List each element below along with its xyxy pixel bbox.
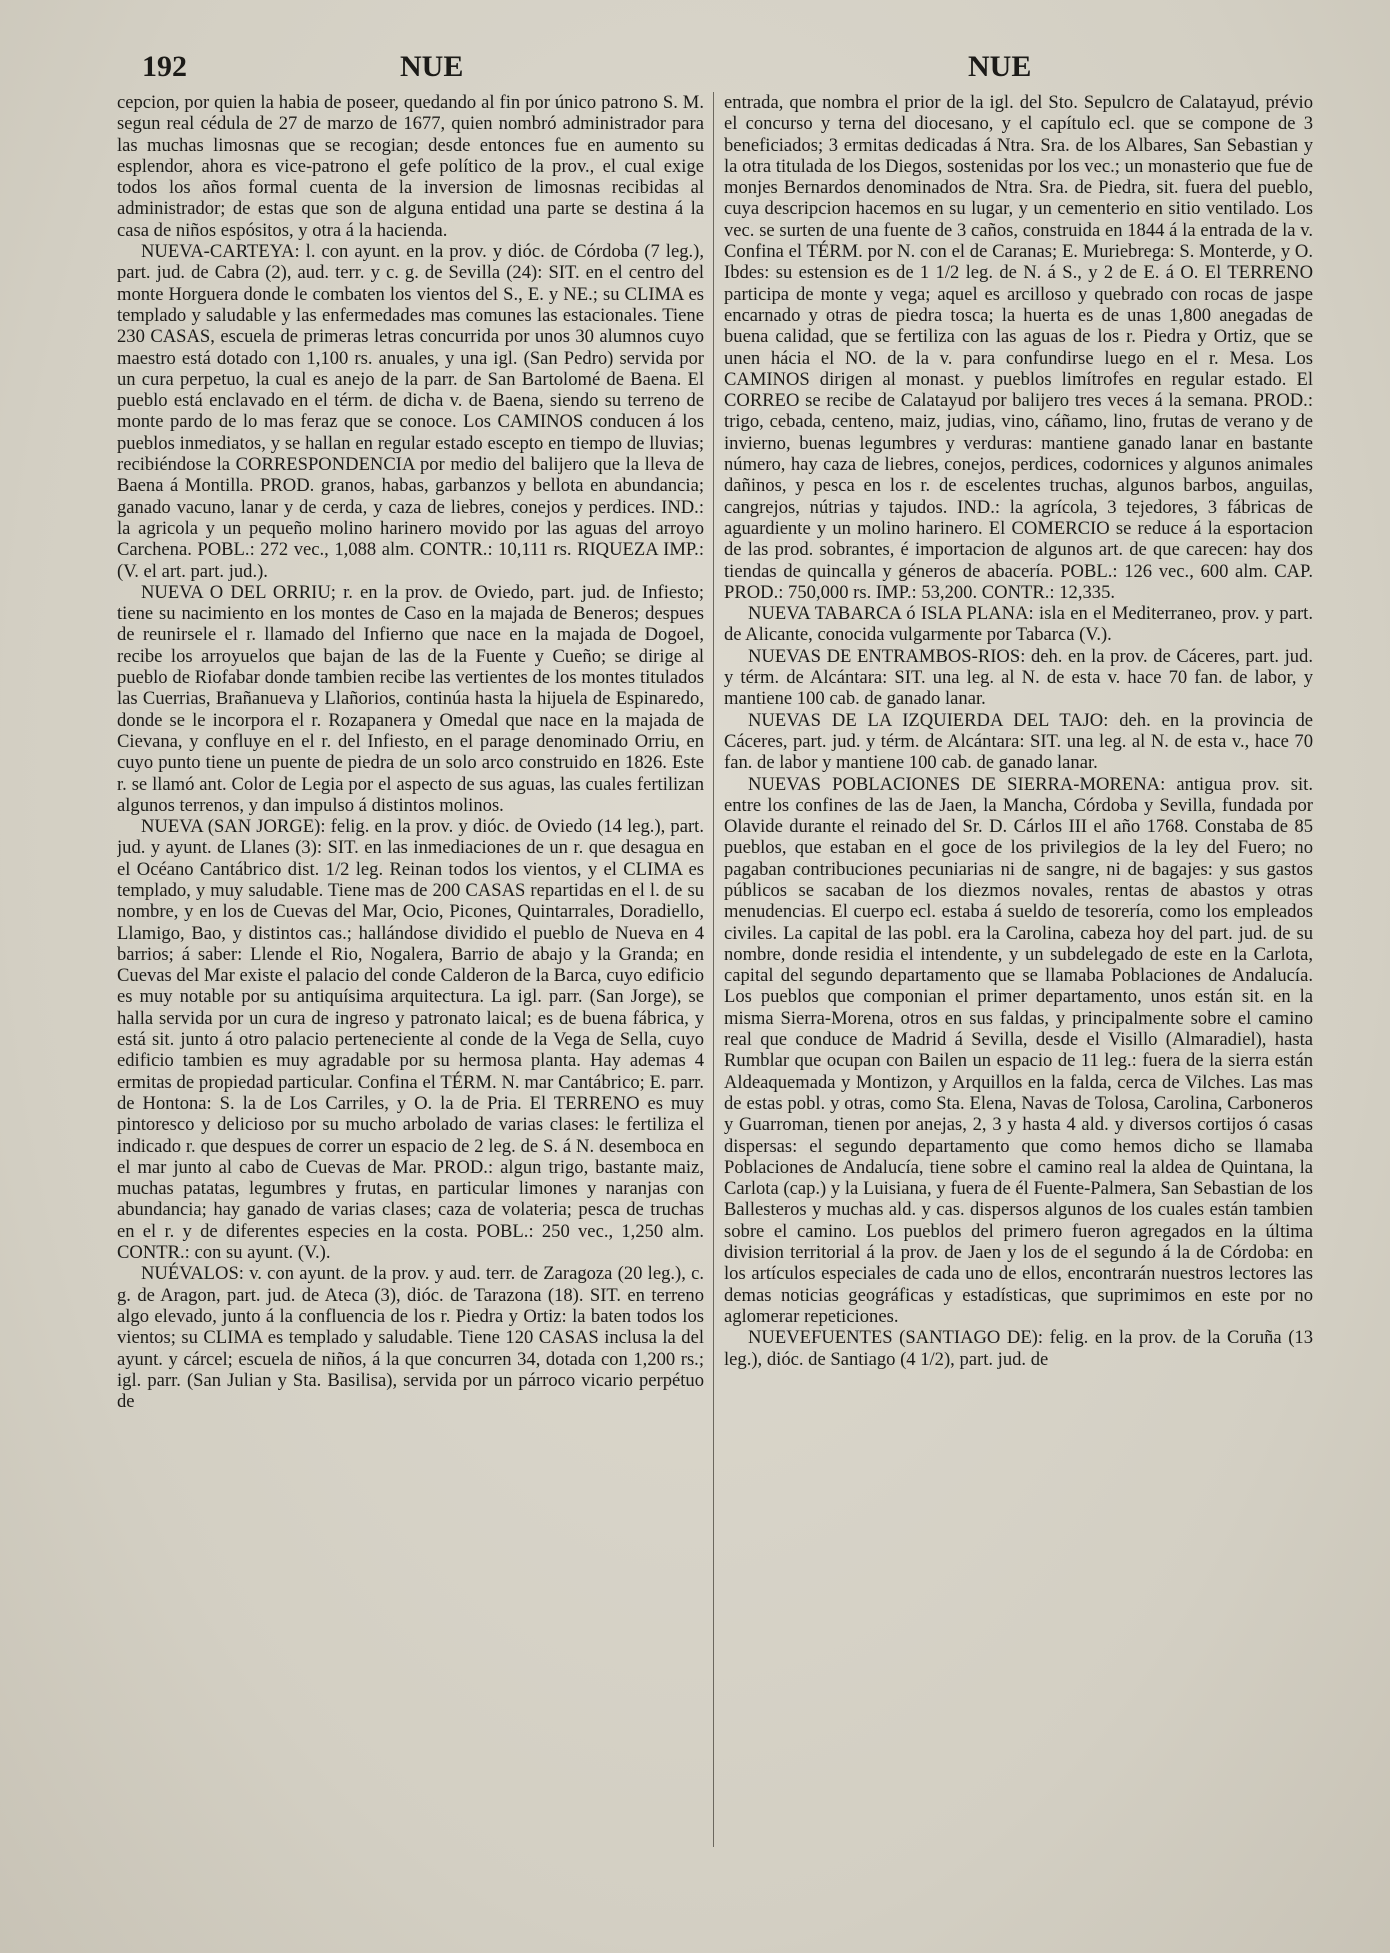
- column-divider: [713, 92, 714, 1847]
- running-header: [0, 50, 1390, 90]
- entry-paragraph: NUEVAS POBLACIONES DE SIERRA-MORENA: antigua prov. sit. entre los confines de las de Jaen, la Mancha, Córdoba y Sevilla, fundada por Olavide durante el reinado del Sr. D. Cárlos III el año 1768. Constaba de 85 pueblos, que estaban en el goce de los privilegios de la ley del Fuero; no pagaban contribuciones pecuniarias ni de sangre, ni de bagajes: y sus gastos públicos se sacaban de los diezmos novales, rentas de abastos y otras menudencias. El cuerpo ecl. estaba á sueldo de tesorería, como los empleados civiles. La capital de las pobl. era la Carolina, cabeza hoy del part. jud. de su nombre, donde residia el intendente, y un subdelegado de este en la Carlota, capital del segundo departamento que se llamaba Poblaciones de Andalucía. Los pueblos que componian el primer departamento, unos están sit. en la misma Sierra-Morena, otros en sus faldas, y principalmente sobre el camino real que conduce de Madrid á Sevilla, desde el Visillo (Almaradiel), hasta Rumblar que ocupan con Bailen un espacio de 11 leg.: fuera de la sierra están Aldeaquemada y Montizon, y Arquillos en la falda, cerca de Vilches. Las mas de estas pobl. y otras, como Sta. Elena, Navas de Tolosa, Carolina, Carboneros y Guarroman, tienen por anejas, 2, 3 y hasta 4 ald. y diversos cortijos ó casas dispersas: el segundo departamento que como hemos dicho se llamaba Poblaciones de Andalucía, tiene sobre el camino real la aldea de Quintana, la Carlota (cap.) y la Luisiana, y fuera de él Fuente-Palmera, San Sebastian de los Ballesteros y muchas ald. y cas. dispersos algunos de los cuales están tambien sobre el camino. Los pueblos del primero fueron agregados en la última division territorial á la prov. de Jaen y los de el segundo á la de Córdoba: en los artículos especiales de cada uno de ellos, encontrarán nuestros lectores las demas noticias geográficas y estadísticas, que suprimimos en este por no aglomerar repeticiones.: [724, 773, 1313, 1327]
- entry-paragraph: NUEVEFUENTES (SANTIAGO DE): felig. en la prov. de la Coruña (13 leg.), dióc. de Santiago (4 1/2), part. jud. de: [724, 1327, 1313, 1370]
- entry-paragraph: NUEVA O DEL ORRIU; r. en la prov. de Oviedo, part. jud. de Infiesto; tiene su nacimiento en los montes de Caso en la majada de Beneros; despues de reunirsele el r. llamado del Infierno que nace en la majada de Dogoel, recibe los arroyuelos que bajan de las de la Fuente y Cueño; se dirige al pueblo de Riofabar donde tambien recibe las vertientes de los montes titulados las Cuerrias, Brañanueva y Llañorios, continúa hasta la hijuela de Espinaredo, donde se le incorpora el r. Rozapanera y Omedal que nace en la majada de Cievana, y confluye en el r. del Infiesto, en el parage denominado Orriu, en cuyo punto tiene un puente de piedra de un solo arco construido en 1826. Este r. se llamó ant. Color de Legia por el aspecto de sus aguas, las cuales fertilizan algunos terrenos, y dan impulso á distintos molinos.: [117, 581, 704, 816]
- right-column: [724, 92, 1313, 1940]
- right-running-head: NUE: [968, 50, 1032, 83]
- entry-paragraph: NUEVAS DE LA IZQUIERDA DEL TAJO: deh. en la provincia de Cáceres, part. jud. y térm. de Alcántara: SIT. una leg. al N. de esta v., hace 70 fan. de labor y mantiene 100 cab. de ganado lanar.: [724, 709, 1313, 774]
- entry-paragraph: NUEVA (SAN JORGE): felig. en la prov. y dióc. de Oviedo (14 leg.), part. jud. y ayunt. de Llanes (3): SIT. en las inmediaciones de un r. que desagua en el Océano Cantábrico dist. 1/2 leg. Reinan todos los vientos, y el CLIMA es templado, y muy saludable. Tiene mas de 200 CASAS repartidas en el l. de su nombre, y en los de Cuevas del Mar, Ocio, Picones, Quintarrales, Doradiello, Llamigo, Bao, y distintos cas.; hallándose dividido el pueblo de Nueva en 4 barrios; á saber: Llende el Rio, Nogalera, Barrio de abajo y la Granda; en Cuevas del Mar existe el palacio del conde Calderon de la Barca, cuyo edificio es muy notable por su antiquísima arquitectura. La igl. parr. (San Jorge), se halla servida por un cura de ingreso y patronato laical; es de buena fábrica, y está sit. junto á otro palacio perteneciente al conde de la Vega de Sella, cuyo edificio tambien es muy agradable por su hermosa planta. Hay ademas 4 ermitas de propiedad particular. Confina el TÉRM. N. mar Cantábrico; E. parr. de Hontona: S. la de Los Carriles, y O. la de Pria. El TERRENO es muy pintoresco y delicioso por su mucho arbolado de varias clases: le fertiliza el indicado r. que despues de correr un espacio de 2 leg. de S. á N. desemboca en el mar junto al cabo de Cuevas de Mar. PROD.: algun trigo, bastante maiz, muchas patatas, legumbres y frutas, en particular limones y naranjas con abundancia; hay ganado de varias clases; caza de volateria; pesca de truchas en el r. y de diferentes especies en la costa. POBL.: 250 vec., 1,250 alm. CONTR.: con su ayunt. (V.).: [117, 816, 704, 1264]
- left-column: [117, 92, 704, 1940]
- entry-paragraph: NUEVAS DE ENTRAMBOS-RIOS: deh. en la prov. de Cáceres, part. jud. y térm. de Alcántara: SIT. una leg. al N. de esta v. hace 70 fan. de labor, y mantiene 100 cab. de ganado lanar.: [724, 645, 1313, 710]
- entry-paragraph: NUEVA TABARCA ó ISLA PLANA: isla en el Mediterraneo, prov. y part. de Alicante, conocida vulgarmente por Tabarca (V.).: [724, 603, 1313, 646]
- left-running-head: NUE: [400, 50, 464, 83]
- entry-paragraph: NUÉVALOS: v. con ayunt. de la prov. y aud. terr. de Zaragoza (20 leg.), c. g. de Aragon, part. jud. de Ateca (3), dióc. de Tarazona (18). SIT. en terreno algo elevado, junto á la confluencia de los r. Piedra y Ortiz: la baten todos los vientos; su CLIMA es templado y saludable. Tiene 120 CASAS inclusa la del ayunt. y cárcel; escuela de niños, á la que concurren 34, dotada con 1,200 rs.; igl. parr. (San Julian y Sta. Basilisa), servida por un párroco vicario perpétuo de: [117, 1263, 704, 1413]
- page-number: 192: [142, 50, 187, 83]
- entry-paragraph: entrada, que nombra el prior de la igl. del Sto. Sepulcro de Calatayud, prévio el concurso y terna del diocesano, y el capítulo ecl. que se compone de 3 beneficiados; 3 ermitas dedicadas á Ntra. Sra. de los Albares, San Sebastian y la otra titulada de los Diegos, sostenidas por los vec.; un monasterio que fue de monjes Bernardos denominados de Ntra. Sra. de Piedra, sit. fuera del pueblo, cuya descripcion hacemos en su lugar, y un cementerio en sitio ventilado. Los vec. se surten de una fuente de 3 caños, construida en 1844 á la entrada de la v. Confina el TÉRM. por N. con el de Caranas; E. Muriebrega: S. Monterde, y O. Ibdes: su estension es de 1 1/2 leg. de N. á S., y 2 de E. á O. El TERRENO participa de monte y vega; aquel es arcilloso y quebrado con rocas de jaspe encarnado y otras de piedra tosca; la huerta es de unas 1,800 anegadas de buena calidad, que se fertiliza con las aguas de los r. Piedra y Ortiz, que se unen hácia el NO. de la v. para confundirse luego en el r. Mesa. Los CAMINOS dirigen al monast. y pueblos limítrofes en regular estado. El CORREO se recibe de Calatayud por balijero tres veces á la semana. PROD.: trigo, cebada, centeno, maiz, judias, vino, cáñamo, lino, frutas de verano y de invierno, buenas legumbres y verduras: mantiene ganado lanar en bastante número, hay caza de liebres, conejos, perdices, codornices y algunos animales dañinos, y pesca en los r. de escelentes truchas, algunos barbos, anguilas, cangrejos, nútrias y tajudos. IND.: la agrícola, 3 tejedores, 3 fábricas de aguardiente y un molino harinero. El COMERCIO se reduce á la esportacion de las prod. sobrantes, é importacion de algunos art. de que carecen: hay dos tiendas de quincalla y géneros de abacería. POBL.: 126 vec., 600 alm. CAP. PROD.: 750,000 rs. IMP.: 53,200. CONTR.: 12,335.: [724, 92, 1313, 603]
- entry-paragraph: cepcion, por quien la habia de poseer, quedando al fin por único patrono S. M. segun real cédula de 27 de marzo de 1677, quien nombró administrador para las muchas limosnas que se recogian; desde entonces fue en aumento su esplendor, ahora es vice-patrono el gefe político de la prov., el cual exige todos los años formal cuenta de la inversion de limosnas recibidas al administrador; de estas que son de alguna entidad una parte se destina á la casa de niños espósitos, y otra á la hacienda.: [117, 92, 704, 241]
- entry-paragraph: NUEVA-CARTEYA: l. con ayunt. en la prov. y dióc. de Córdoba (7 leg.), part. jud. de Cabra (2), aud. terr. y c. g. de Sevilla (24): SIT. en el centro del monte Horguera donde le combaten los vientos del S., E. y NE.; su CLIMA es templado y saludable y las enfermedades mas comunes las estacionales. Tiene 230 CASAS, escuela de primeras letras concurrida por unos 30 alumnos cuyo maestro está dotado con 1,100 rs. anuales, y una igl. (San Pedro) servida por un cura perpetuo, la cual es anejo de la parr. de San Bartolomé de Baena. El pueblo está enclavado en el térm. de dicha v. de Baena, siendo su terreno de monte pardo de lo mas feraz que se conoce. Los CAMINOS conducen á los pueblos inmediatos, y se hallan en regular estado escepto en tiempo de lluvias; recibiéndose la CORRESPONDENCIA por medio del balijero que la lleva de Baena á Montilla. PROD. granos, habas, garbanzos y bellota en abundancia; ganado vacuno, lanar y de cerda, y caza de liebres, conejos y perdices. IND.: la agricola y un pequeño molino harinero movido por las aguas del arroyo Carchena. POBL.: 272 vec., 1,088 alm. CONTR.: 10,111 rs. RIQUEZA IMP.: (V. el art. part. jud.).: [117, 241, 704, 582]
